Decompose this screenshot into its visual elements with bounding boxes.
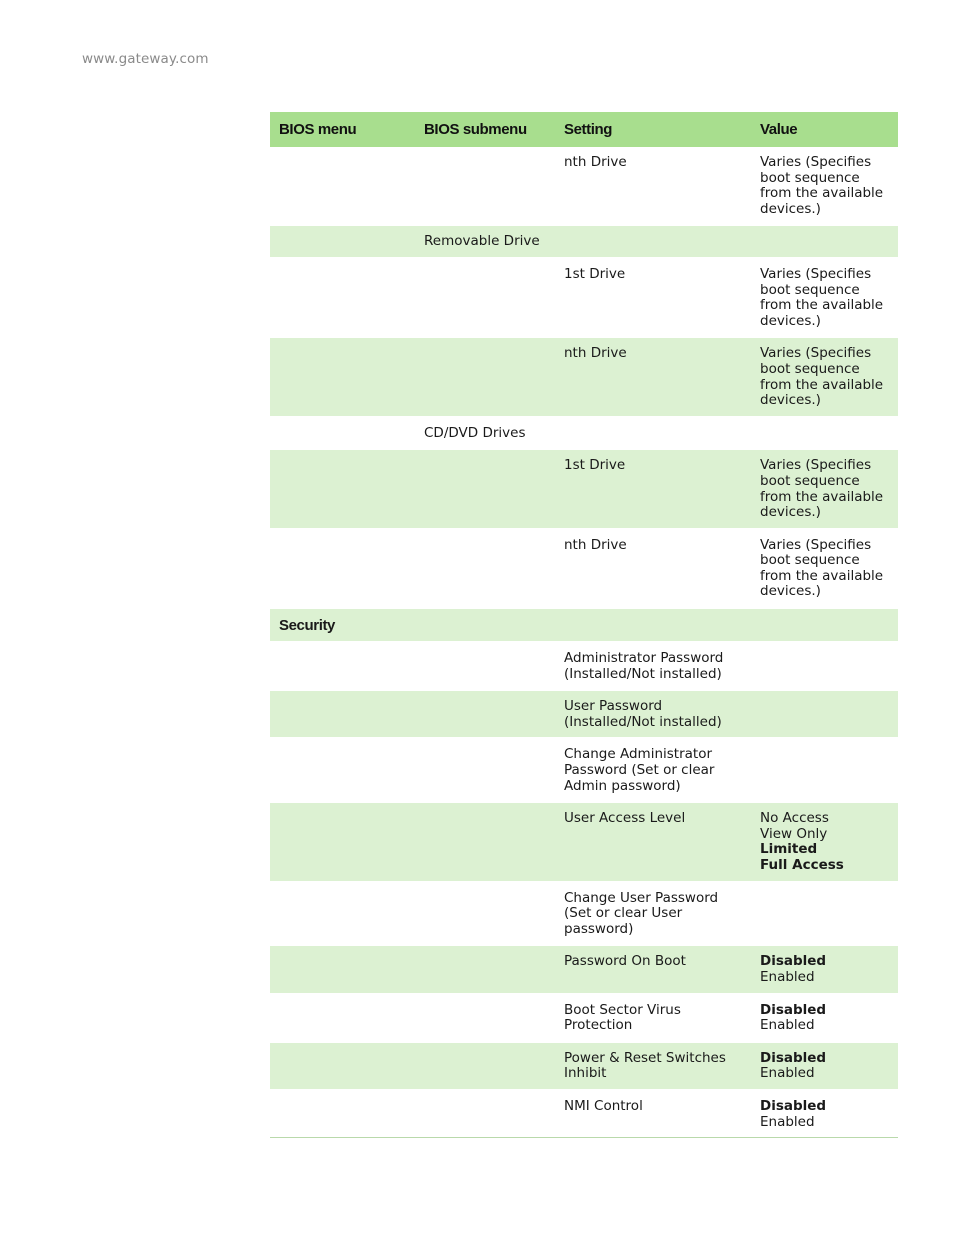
setting-cell: nth Drive xyxy=(555,337,751,416)
setting-cell: 1st Drive xyxy=(555,449,751,528)
bios-submenu-cell xyxy=(415,1042,555,1090)
bios-menu-cell xyxy=(270,417,415,450)
column-header-value: Value xyxy=(751,112,898,147)
bios-menu-cell xyxy=(270,449,415,528)
value-cell xyxy=(751,802,898,881)
value-cell xyxy=(751,608,898,642)
bios-menu-cell xyxy=(270,690,415,738)
bios-menu-cell xyxy=(270,882,415,946)
value-cell xyxy=(751,642,898,690)
table-row xyxy=(270,449,898,528)
bios-menu-cell: Security xyxy=(270,608,415,642)
setting-cell: User Password (Installed/Not installed) xyxy=(555,690,751,738)
value-option: Enabled xyxy=(760,968,815,985)
value-option: Varies (Specifies boot sequence from the available devices.) xyxy=(760,154,884,217)
bios-submenu-cell xyxy=(415,642,555,690)
bios-submenu-cell xyxy=(415,529,555,608)
table-row xyxy=(270,529,898,608)
bios-menu-cell xyxy=(270,802,415,881)
value-option: Disabled xyxy=(760,1097,827,1114)
value-cell xyxy=(751,690,898,738)
value-option: Disabled xyxy=(760,1049,827,1066)
table-row xyxy=(270,258,898,337)
value-option: Limited xyxy=(760,841,818,858)
value-option: Enabled xyxy=(760,1065,815,1082)
value-cell xyxy=(751,529,898,608)
table-row xyxy=(270,994,898,1042)
table-row xyxy=(270,690,898,738)
value-option: Varies (Specifies boot sequence from the available devices.) xyxy=(760,536,884,600)
value-cell xyxy=(751,449,898,528)
setting-cell: Change User Password (Set or clear User password) xyxy=(555,882,751,946)
bios-menu-cell xyxy=(270,945,415,993)
value-option: Varies (Specifies boot sequence from the available devices.) xyxy=(760,345,884,409)
bios-submenu-cell xyxy=(415,337,555,416)
table-row xyxy=(270,608,898,642)
setting-cell: Administrator Password (Installed/Not installed) xyxy=(555,642,751,690)
bios-submenu-cell xyxy=(415,882,555,946)
bios-submenu-cell: CD/DVD Drives xyxy=(415,417,555,450)
value-cell xyxy=(751,994,898,1042)
setting-cell: nth Drive xyxy=(555,147,751,225)
bios-submenu-cell xyxy=(415,449,555,528)
value-cell xyxy=(751,945,898,993)
table-row xyxy=(270,337,898,416)
bios-menu-cell xyxy=(270,738,415,802)
setting-cell: nth Drive xyxy=(555,529,751,608)
value-option: Enabled xyxy=(760,1113,815,1130)
bios-menu-cell xyxy=(270,642,415,690)
setting-cell: Boot Sector Virus Protection xyxy=(555,994,751,1042)
value-option: Varies (Specifies boot sequence from the available devices.) xyxy=(760,457,884,521)
value-option: Full Access xyxy=(760,857,844,873)
bios-menu-cell xyxy=(270,147,415,225)
bios-menu-cell xyxy=(270,1090,415,1138)
bios-submenu-cell xyxy=(415,147,555,225)
setting-cell xyxy=(555,225,751,258)
bios-menu-cell xyxy=(270,337,415,416)
bios-submenu-cell xyxy=(415,802,555,881)
value-option: Disabled xyxy=(760,1001,827,1018)
bios-menu-cell xyxy=(270,994,415,1042)
setting-cell: 1st Drive xyxy=(555,258,751,337)
value-cell xyxy=(751,1042,898,1090)
bios-submenu-cell xyxy=(415,738,555,802)
table-row xyxy=(270,642,898,690)
setting-cell: Power & Reset Switches Inhibit xyxy=(555,1042,751,1090)
setting-cell xyxy=(555,417,751,450)
column-header-setting: Setting xyxy=(555,112,751,147)
bios-menu-cell xyxy=(270,258,415,337)
table-row xyxy=(270,738,898,802)
table-header-row xyxy=(270,112,898,147)
table-row xyxy=(270,882,898,946)
bios-submenu-cell xyxy=(415,994,555,1042)
value-cell xyxy=(751,337,898,416)
setting-cell xyxy=(555,608,751,642)
bios-submenu-cell xyxy=(415,945,555,993)
value-cell xyxy=(751,147,898,225)
bios-submenu-cell xyxy=(415,258,555,337)
bios-submenu-cell: Removable Drive xyxy=(415,225,555,258)
value-cell xyxy=(751,225,898,258)
bios-menu-cell xyxy=(270,1042,415,1090)
bios-menu-cell xyxy=(270,225,415,258)
bios-submenu-cell xyxy=(415,608,555,642)
value-option: Enabled xyxy=(760,1017,815,1034)
value-cell xyxy=(751,258,898,337)
setting-cell: Password On Boot xyxy=(555,945,751,993)
table-row xyxy=(270,417,898,450)
setting-cell: Change Administrator Password (Set or clear Admin password) xyxy=(555,738,751,802)
value-cell xyxy=(751,417,898,450)
value-cell xyxy=(751,882,898,946)
value-cell xyxy=(751,1090,898,1138)
column-header-bios-submenu: BIOS submenu xyxy=(415,112,555,147)
table-row xyxy=(270,802,898,881)
bios-submenu-cell xyxy=(415,1090,555,1138)
value-option: Disabled xyxy=(760,953,827,970)
value-option: View Only xyxy=(760,825,828,842)
table-row xyxy=(270,1090,898,1138)
table-row xyxy=(270,945,898,993)
table-body xyxy=(270,147,898,1138)
site-url: www.gateway.com xyxy=(82,51,209,67)
bios-settings-table xyxy=(270,112,898,1138)
value-option: Varies (Specifies boot sequence from the available devices.) xyxy=(760,265,884,329)
table-row xyxy=(270,1042,898,1090)
table-row xyxy=(270,225,898,258)
setting-cell: NMI Control xyxy=(555,1090,751,1138)
column-header-bios-menu: BIOS menu xyxy=(270,112,415,147)
bios-submenu-cell xyxy=(415,690,555,738)
value-cell xyxy=(751,738,898,802)
bios-menu-cell xyxy=(270,529,415,608)
setting-cell: User Access Level xyxy=(555,802,751,881)
value-option: No Access xyxy=(760,810,829,827)
table-row xyxy=(270,147,898,225)
